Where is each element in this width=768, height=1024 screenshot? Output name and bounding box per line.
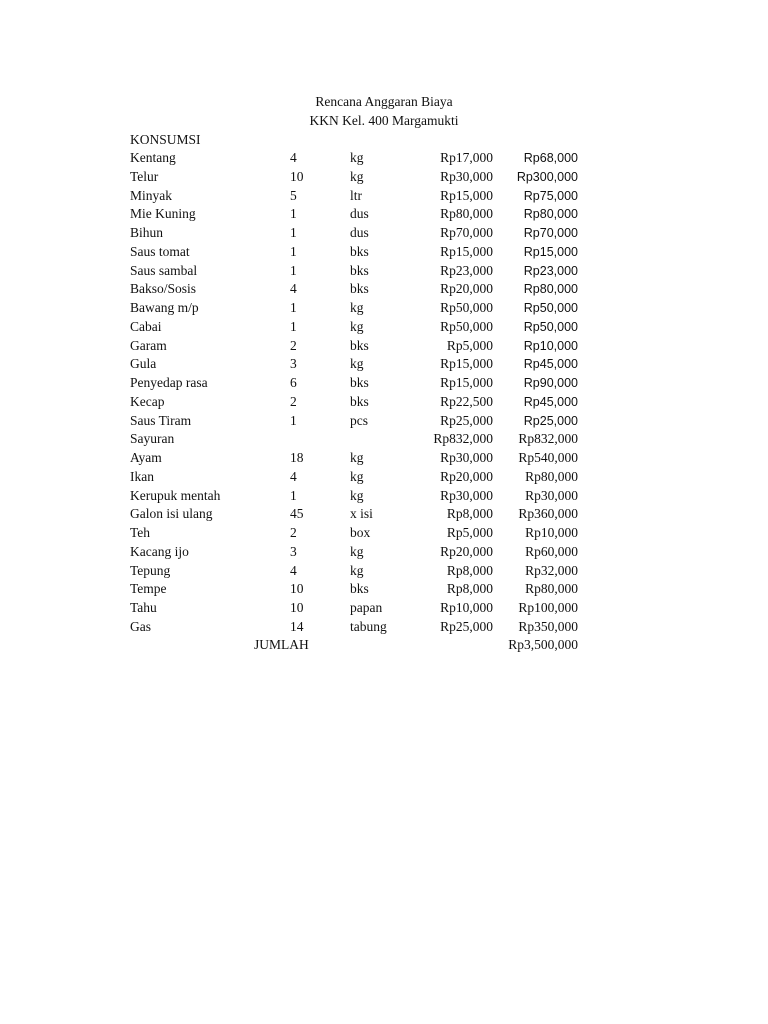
item-qty: 4 [290,150,297,165]
table-row [0,224,768,243]
item-qty: 1 [290,243,297,259]
item-unit: pcs [350,412,368,428]
table-row [0,262,768,281]
table-row [0,505,768,524]
item-name: Ayam [130,450,162,465]
item-qty: 14 [290,618,304,634]
item-total: Rp70,000 [523,226,578,240]
item-qty: 4 [290,468,297,484]
total-row [0,636,768,654]
item-unit: bks [350,581,369,597]
table-row [0,562,768,581]
item-unit: bks [350,243,369,259]
table-row [0,430,768,449]
item-price: Rp5,000 [446,525,493,540]
item-name: Telur [130,168,159,184]
item-name: Kentang [130,150,176,165]
item-name: Gas [130,618,151,634]
item-total: Rp60,000 [525,543,578,559]
item-qty: 1 [290,487,297,503]
item-total: Rp45,000 [523,357,578,372]
table-row [0,318,768,337]
item-price: Rp8,000 [446,506,493,522]
item-price: Rp10,000 [440,600,493,615]
item-price: Rp50,000 [440,300,493,315]
item-price: Rp22,500 [440,393,493,409]
item-name: Penyedap rasa [130,375,208,390]
item-unit: box [350,525,371,540]
item-total: Rp15,000 [523,244,578,259]
item-unit: kg [350,543,364,559]
table-row [0,299,768,318]
item-qty: 4 [290,281,297,297]
item-unit: bks [350,393,369,409]
document-subtitle: KKN Kel. 400 Margamukti [309,113,459,128]
item-name: Ikan [130,468,154,484]
item-price: Rp8,000 [446,581,493,597]
item-qty: 6 [290,375,297,390]
item-price: Rp50,000 [440,318,493,334]
budget-table [0,149,768,637]
item-qty: 2 [290,337,297,353]
item-name: Garam [130,337,167,353]
item-total: Rp832,000 [518,431,578,447]
item-unit: kg [350,487,364,503]
item-total: Rp75,000 [523,188,578,203]
item-total: Rp80,000 [525,468,578,484]
item-unit: ltr [350,187,362,203]
item-price: Rp20,000 [440,468,493,484]
table-row [0,243,768,262]
item-qty: 45 [290,506,304,522]
item-price: Rp30,000 [440,487,493,503]
item-name: Kacang ijo [130,543,189,559]
item-unit: bks [350,375,369,390]
item-total: Rp80,000 [523,282,578,297]
item-unit: bks [350,337,369,353]
table-row [0,487,768,506]
item-qty: 3 [290,356,297,372]
item-unit: dus [350,206,369,222]
item-name: Bihun [130,225,164,240]
item-name: Galon isi ulang [130,506,213,522]
item-unit: papan [350,600,383,615]
item-price: Rp80,000 [440,206,493,222]
item-price: Rp23,000 [440,262,493,278]
table-row [0,599,768,618]
item-name: Minyak [130,187,172,203]
item-price: Rp5,000 [446,337,493,353]
item-price: Rp15,000 [440,243,493,259]
item-total: Rp300,000 [516,169,578,184]
table-row [0,580,768,599]
item-name: Kecap [130,393,165,409]
item-unit: bks [350,281,369,297]
item-name: Cabai [130,318,162,334]
table-row [0,205,768,224]
item-total: Rp350,000 [518,618,578,634]
item-price: Rp832,000 [433,431,493,447]
item-total: Rp25,000 [523,413,578,428]
item-unit: kg [350,300,364,315]
item-qty: 2 [290,525,297,540]
item-price: Rp25,000 [440,412,493,428]
item-name: Teh [130,525,151,540]
total-label: JUMLAH [254,637,309,652]
table-row [0,187,768,206]
table-row [0,524,768,543]
item-price: Rp17,000 [440,150,493,165]
item-total: Rp45,000 [523,394,578,409]
item-name: Bawang m/p [130,300,199,315]
item-qty: 10 [290,581,304,597]
item-total: Rp50,000 [523,301,578,315]
item-qty: 1 [290,318,297,334]
item-price: Rp20,000 [440,281,493,297]
item-total: Rp10,000 [525,525,578,540]
table-row [0,374,768,393]
item-unit: kg [350,450,364,465]
item-qty: 2 [290,393,297,409]
item-total: Rp80,000 [525,581,578,597]
item-price: Rp70,000 [440,225,493,240]
item-price: Rp30,000 [440,168,493,184]
item-total: Rp540,000 [518,450,578,465]
item-price: Rp15,000 [440,187,493,203]
item-qty: 18 [290,450,304,465]
item-name: Sayuran [130,431,175,447]
item-price: Rp30,000 [440,450,493,465]
item-name: Bakso/Sosis [130,281,197,297]
item-qty: 10 [290,168,304,184]
item-unit: bks [350,262,369,278]
table-row [0,280,768,299]
item-name: Saus sambal [130,262,198,278]
item-total: Rp80,000 [523,207,578,222]
item-qty: 1 [290,262,297,278]
item-unit: x isi [350,506,373,522]
item-name: Saus Tiram [130,412,192,428]
item-qty: 1 [290,412,297,428]
table-row [0,543,768,562]
table-row [0,355,768,374]
item-total: Rp32,000 [525,562,578,578]
item-name: Kerupuk mentah [130,487,221,503]
item-qty: 10 [290,600,304,615]
item-qty: 5 [290,187,297,203]
table-row [0,337,768,356]
item-unit: tabung [350,618,387,634]
table-row [0,412,768,431]
item-qty: 1 [290,206,297,222]
item-price: Rp15,000 [440,356,493,372]
item-qty: 1 [290,225,297,240]
item-qty: 1 [290,300,297,315]
item-unit: kg [350,562,364,578]
item-total: Rp50,000 [523,319,578,334]
item-total: Rp360,000 [518,506,578,522]
item-unit: kg [350,468,364,484]
table-row [0,149,768,168]
section-heading-konsumsi: KONSUMSI [130,132,201,147]
item-name: Tepung [130,562,171,578]
item-total: Rp23,000 [523,263,578,278]
item-price: Rp8,000 [446,562,493,578]
item-name: Tahu [130,600,157,615]
table-row [0,618,768,637]
item-unit: kg [350,356,364,372]
item-unit: dus [350,225,369,240]
item-name: Tempe [130,581,167,597]
total-value: Rp3,500,000 [508,637,578,652]
item-name: Mie Kuning [130,206,196,222]
table-row [0,449,768,468]
item-qty: 3 [290,543,297,559]
item-price: Rp25,000 [440,618,493,634]
item-name: Gula [130,356,157,372]
item-price: Rp20,000 [440,543,493,559]
item-name: Saus tomat [130,243,190,259]
item-unit: kg [350,318,364,334]
item-unit: kg [350,168,364,184]
table-row [0,168,768,187]
item-total: Rp10,000 [523,338,578,353]
item-qty: 4 [290,562,297,578]
item-total: Rp90,000 [523,376,578,390]
table-row [0,468,768,487]
document-title: Rencana Anggaran Biaya [315,94,453,109]
table-row [0,393,768,412]
item-price: Rp15,000 [440,375,493,390]
item-total: Rp68,000 [523,151,578,165]
item-total: Rp100,000 [518,600,578,615]
item-total: Rp30,000 [525,487,578,503]
item-unit: kg [350,150,364,165]
